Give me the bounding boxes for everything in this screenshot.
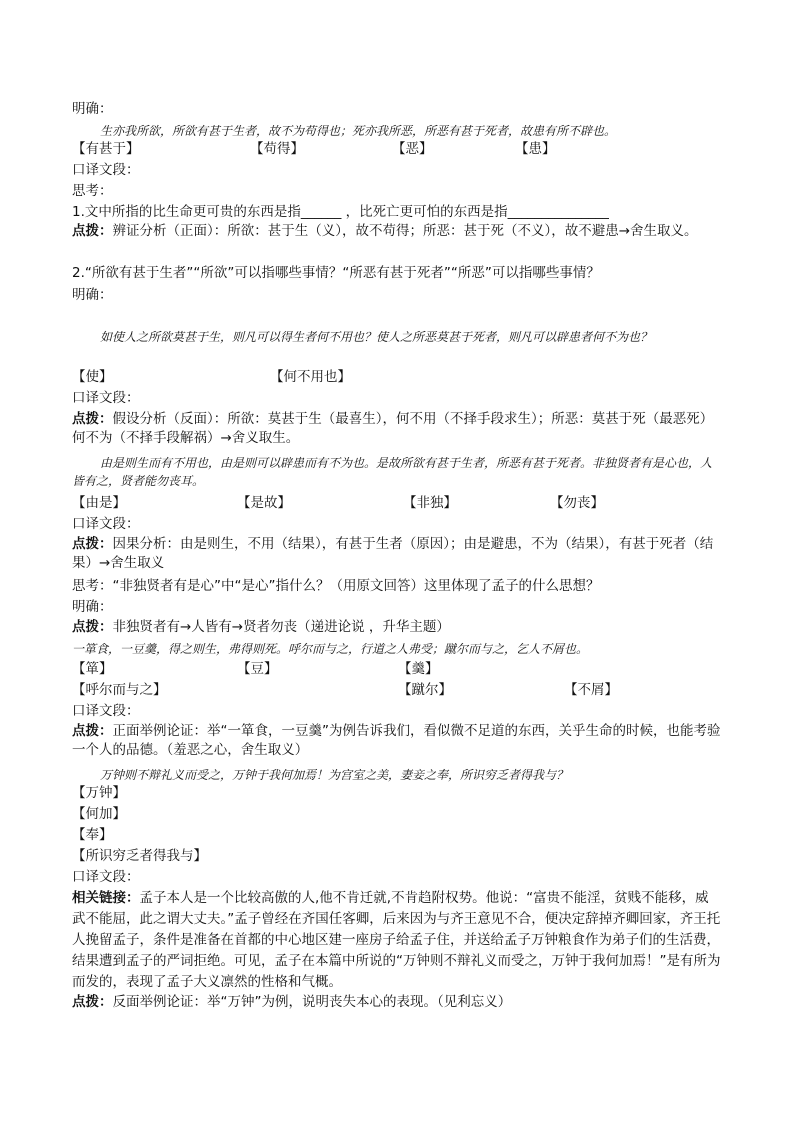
- mingque-label: 明确：: [72, 599, 113, 615]
- classical-text: 由是则生而有不用也，由是则可以辟患而有不为也。是故所欲有甚于生者，所恶有甚于死者。非独贤者有是心也，人皆有之，贤者能勿丧耳。: [72, 456, 713, 488]
- classical-text: 一箪食，一豆羹，得之则生，弗得则死。呼尔而与之，行道之人弗受；蹴尔而与之，乞人不屑也。: [72, 642, 589, 656]
- translate-label: 口译文段：: [72, 703, 140, 719]
- term: 【何不用也】: [270, 369, 351, 385]
- dianbo-note: [72, 410, 722, 448]
- dianbo-note: [72, 993, 511, 1012]
- related-link-text: 孟子本人是一个比较高傲的人,他不肯迁就,不肯趋附权势。他说：“富贵不能淫，贫贱不能移，威武不能屈，此之谓大丈夫。”孟子曾经在齐国任客卿，后来因为与齐王意见不合，便决定辞掉齐卿回家，齐王托人挽留孟子，条件是准备在首都的中心地区建一座房子给孟子住，并送给孟子万钟粮食作为弟子们的生活费，结果遭到孟子的严词拒绝。可见，孟子在本篇中所说的“万钟则不辩礼义而受之，万钟于我何加焉！”是有所为而发的，表现了孟子大义凛然的性格和气概。: [72, 890, 721, 990]
- term: 【非独】: [403, 495, 457, 511]
- term: 【恶】: [392, 141, 433, 157]
- term: 【奉】: [72, 827, 113, 843]
- translate-label: 口译文段：: [72, 162, 140, 178]
- term: 【由是】: [72, 495, 126, 511]
- translate-label: 口译文段：: [72, 869, 140, 885]
- term: 【使】: [72, 369, 113, 385]
- term: 【羹】: [398, 661, 439, 677]
- term: 【患】: [515, 141, 556, 157]
- dianbo-text: 反面举例论证：举“万钟”为例，说明丧失本心的表现。（见利忘义）: [112, 994, 512, 1010]
- term: 【所识穷乏者得我与】: [72, 848, 207, 864]
- term: 【苟得】: [250, 141, 304, 157]
- dianbo-text: 非独贤者有→人皆有→贤者勿丧（递进论说 ，升华主题）: [112, 619, 450, 635]
- dianbo-label: 点拨：: [72, 723, 113, 739]
- classical-text: 万钟则不辩礼义而受之，万钟于我何加焉！为宫室之美，妻妾之奉，所识穷乏者得我与？: [100, 768, 569, 782]
- classical-text: 生亦我所欲，所欲有甚于生者，故不为苟得也；死亦我所恶，所恶有甚于死者，故患有所不辟也。: [100, 124, 617, 138]
- question: 1.文中所指的比生命更可贵的东西是指______ ，比死亡更可怕的东西是指_______________: [72, 204, 609, 220]
- term: 【呼尔而与之】: [72, 682, 167, 698]
- dianbo-text: 因果分析：由是则生，不用（结果），有甚于生者（原因）；由是避患，不为（结果），有甚于死者（结果）→舍生取义: [72, 536, 714, 571]
- classical-text: 如使人之所欲莫甚于生，则凡可以得生者何不用也？使人之所恶莫甚于死者，则凡可以辟患者何不为也？: [100, 330, 653, 344]
- dianbo-label: 点拨：: [72, 619, 113, 635]
- dianbo-note: [72, 222, 722, 241]
- term: 【万钟】: [72, 785, 126, 801]
- dianbo-label: 点拨：: [72, 411, 113, 427]
- translate-label: 口译文段：: [72, 516, 140, 532]
- translate-label: 口译文段：: [72, 390, 140, 406]
- dianbo-label: 点拨：: [72, 536, 113, 552]
- term: 【何加】: [72, 806, 126, 822]
- dianbo-note: [72, 618, 450, 637]
- term: 【豆】: [237, 661, 278, 677]
- term: 【有甚于】: [72, 141, 140, 157]
- term: 【蹴尔】: [398, 682, 452, 698]
- term: 【是故】: [237, 495, 291, 511]
- mingque-label: 明确：: [72, 101, 113, 117]
- sikao-question: 思考：“非独贤者有是心”中“是心”指什么？（用原文回答）这里体现了孟子的什么思想？: [72, 578, 600, 594]
- term: 【不屑】: [564, 682, 618, 698]
- dianbo-text: 正面举例论证：举“一箪食，一豆羹”为例告诉我们，看似微不足道的东西，关乎生命的时候，也能考验一个人的品德。（羞恶之心，舍生取义）: [72, 723, 721, 758]
- term: 【勿丧】: [550, 495, 604, 511]
- dianbo-text: 辨证分析（正面）：所欲：甚于生（义），故不苟得；所恶：甚于死（不义），故不避患→舍生取义。: [112, 223, 698, 239]
- dianbo-note: [72, 535, 722, 573]
- mingque-label: 明确：: [72, 287, 113, 303]
- dianbo-text: 假设分析（反面）：所欲：莫甚于生（最喜生），何不用（不择手段求生）；所恶：莫甚于死（最恶死）何不为（不择手段解祸）→舍义取生。: [72, 411, 714, 446]
- question: 2.“所欲有甚于生者”“所欲”可以指哪些事情？“所恶有甚于死者”“所恶”可以指哪些事情？: [72, 265, 600, 281]
- dianbo-label: 点拨：: [72, 223, 113, 239]
- dianbo-label: 点拨：: [72, 994, 113, 1010]
- related-link-label: 相关链接：: [72, 890, 140, 906]
- sikao-label: 思考：: [72, 183, 113, 199]
- dianbo-note: [72, 722, 722, 760]
- term: 【箪】: [72, 661, 113, 677]
- related-link-note: [72, 888, 722, 993]
